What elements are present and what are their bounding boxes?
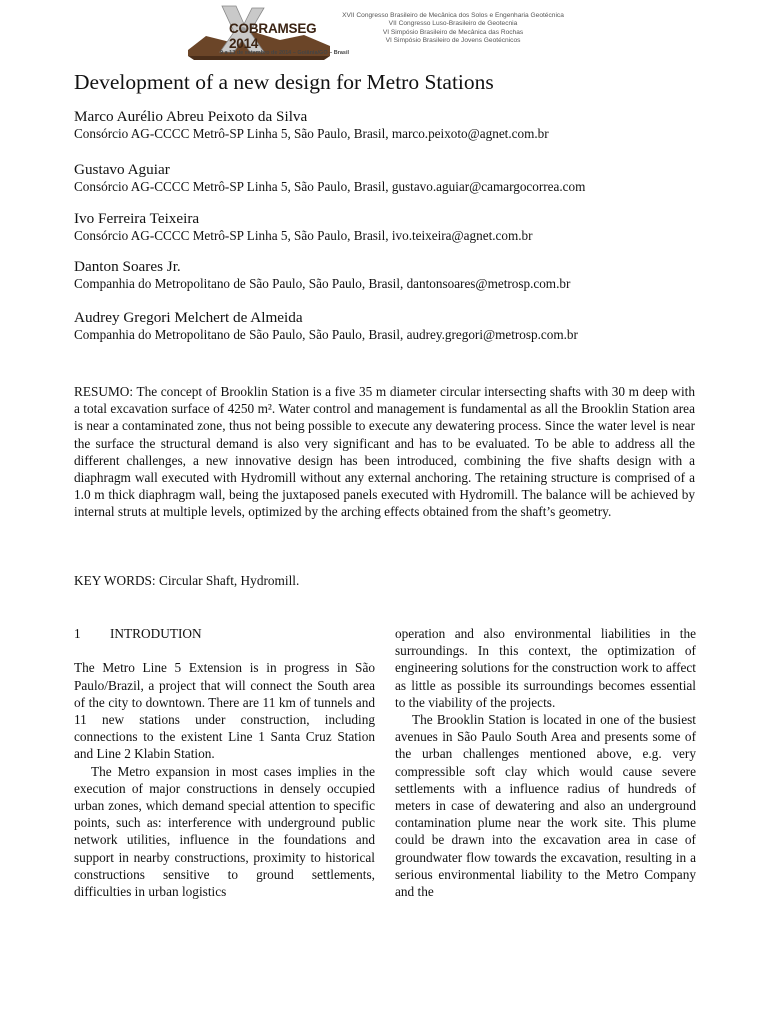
author-affiliation: Consórcio AG-CCCC Metrô-SP Linha 5, São Paulo, Brasil, marco.peixoto@agnet.com.br (74, 126, 549, 141)
conference-line: VI Simpósio Brasileiro de Mecânica das Rochas (382, 28, 524, 36)
abstract: RESUMO: The concept of Brooklin Station is a five 35 m diameter circular intersecting shafts with 30 m deep with a total excavation surface of 4250 m². Water control and management is fundamental as all the Brooklin Station area is near a contaminated zone, thus not being possible to execute any dewatering process. Since the water level is near the surface the structural demand is also very significant and has to be evaluated. To be able to address all the different challenges, a new innovative design has been introduced, combining the five shafts design with a diaphragm wall executed with Hydromill without any external anchoring. The retaining structure is comprised of a 1.0 m thick diaphragm wall, being the juxtaposed panels executed with Hydromill. The balance will be achieved by internal struts at multiple levels, optimized by the arching effects obtained from the shaft’s geometry. (74, 384, 695, 520)
conference-line: XVII Congresso Brasileiro de Mecânica dos Solos e Engenharia Geotécnica (342, 12, 564, 19)
conference-line: VII Congresso Luso-Brasileiro de Geotecnia (388, 20, 518, 28)
author-block (74, 309, 578, 343)
author-name: Marco Aurélio Abreu Peixoto da Silva (74, 108, 308, 125)
conference-line: VI Simpósio Brasileiro de Jovens Geotécnicos (385, 36, 521, 44)
body-paragraph: The Metro expansion in most cases implies in the execution of major constructions in densely occupied urban zones, which demand special attention to specific points, such as: interference with underground public network utilities, influence in the foundations and support in nearby constructions, proximity to historical constructions sensitive to ground settlements, difficulties in urban logistics (74, 763, 375, 900)
left-column (74, 625, 375, 900)
paper-title: Development of a new design for Metro Stations (74, 70, 494, 94)
author-block (74, 161, 585, 195)
conference-names (338, 12, 568, 45)
author-affiliation: Consórcio AG-CCCC Metrô-SP Linha 5, São Paulo, Brasil, ivo.teixeira@agnet.com.br (74, 228, 533, 243)
author-block (74, 258, 570, 292)
author-affiliation: Companhia do Metropolitano de São Paulo, São Paulo, Brasil, audrey.gregori@metrosp.com.br (74, 327, 578, 342)
section-heading (74, 625, 375, 642)
body-paragraph: operation and also environmental liabilities in the surroundings. In this context, the optimization of engineering solutions for the construction work to affect as little as possible its surroundings becomes essential to the viability of the projects. (395, 626, 696, 710)
author-affiliation: Consórcio AG-CCCC Metrô-SP Linha 5, São Paulo, Brasil, gustavo.aguiar@camargocorrea.com (74, 179, 586, 194)
author-name: Ivo Ferreira Teixeira (74, 210, 200, 227)
right-column (395, 625, 696, 900)
author-name: Danton Soares Jr. (74, 258, 181, 275)
section-number: 1 (74, 626, 81, 641)
author-affiliation: Companhia do Metropolitano de São Paulo, São Paulo, Brasil, dantonsoares@metrosp.com.br (74, 276, 571, 291)
author-block (74, 108, 549, 142)
keywords: KEY WORDS: Circular Shaft, Hydromill. (74, 573, 300, 588)
conference-header (184, 0, 564, 64)
author-name: Audrey Gregori Melchert de Almeida (74, 309, 303, 326)
section-title: INTRODUTION (110, 626, 202, 641)
logo-dates: 9 a 13 de setembro de 2014 – Goiânia/GO – Brasil (220, 50, 350, 56)
body-paragraph: The Metro Line 5 Extension is in progress in São Paulo/Brazil, a project that will connect the South area of the city to downtown. There are 11 km of tunnels and 11 new stations under construction, including connections to the existent Line 1 Santa Cruz Station and Line 2 Klabin Station. (74, 660, 375, 762)
logo-text: COBRAMSEG 2014 (229, 21, 317, 51)
conference-logo (184, 2, 350, 62)
body-paragraph: The Brooklin Station is located in one of the busiest avenues in São Paulo South Area and presents some of the urban challenges mentioned above, e.g. very compressible soft clay which would cause severe settlements with a influence radius of hundreds of meters in case of dewatering and also an underground contamination plume near the work site. This plume could be drawn into the excavation area in case of groundwater flow towards the excavation, resulting in a serious environmental liability to the Metro Company and the (395, 712, 696, 900)
author-block (74, 210, 533, 244)
author-name: Gustavo Aguiar (74, 161, 170, 178)
